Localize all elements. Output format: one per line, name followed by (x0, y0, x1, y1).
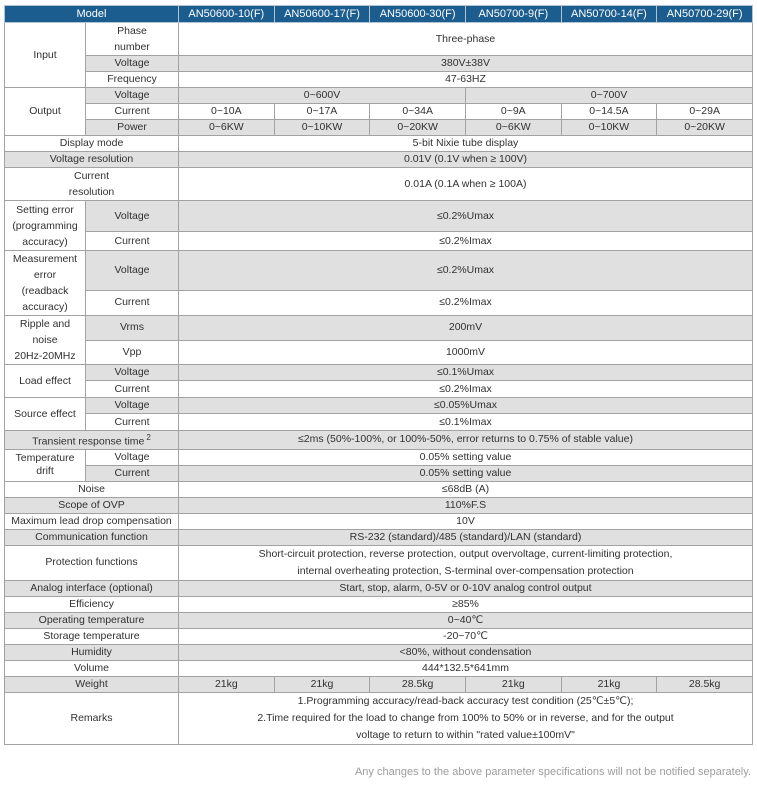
row-setting-error-voltage (5, 201, 753, 232)
row-output-current (5, 104, 753, 120)
row-humidity (5, 644, 753, 660)
model-column-header: AN50700-29(F) (657, 6, 753, 23)
row-efficiency (5, 596, 753, 612)
value-output-power: 0~10KW (561, 120, 657, 136)
row-label-display-mode: Display mode (5, 136, 179, 152)
value-measurement-voltage: ≤0.2%Umax (179, 251, 753, 291)
row-group-label-setting-error (5, 201, 86, 251)
row-label-load-voltage: Voltage (86, 365, 179, 381)
row-label-current-resolution (5, 168, 179, 201)
value-volume: 444*132.5*641mm (179, 660, 753, 676)
value-load-current: ≤0.2%Imax (179, 381, 753, 398)
row-volume (5, 660, 753, 676)
value-output-current: 0~14.5A (561, 104, 657, 120)
row-label-lead-drop: Maximum lead drop compensation (5, 513, 179, 529)
row-voltage-resolution (5, 152, 753, 168)
model-column-header: AN50600-30(F) (370, 6, 466, 23)
row-measurement-error-voltage (5, 251, 753, 291)
value-output-current: 0~29A (657, 104, 753, 120)
row-display-mode (5, 136, 753, 152)
value-protection (179, 545, 753, 580)
row-label-vrms: Vrms (86, 316, 179, 341)
row-label-operating-temp: Operating temperature (5, 612, 179, 628)
value-current-resolution: 0.01A (0.1A when ≥ 100A) (179, 168, 753, 201)
spec-table (4, 5, 753, 745)
footnote-marker: 2 (146, 433, 151, 442)
row-output-voltage (5, 88, 753, 104)
row-input-voltage (5, 56, 753, 72)
value-storage-temp: -20~70℃ (179, 628, 753, 644)
value-phase-number: Three-phase (179, 23, 753, 56)
row-label-source-voltage: Voltage (86, 398, 179, 414)
value-output-current: 0~9A (465, 104, 561, 120)
row-remarks (5, 692, 753, 744)
row-label-text: Transient response time (32, 435, 145, 448)
row-label-vpp: Vpp (86, 340, 179, 365)
row-communication (5, 529, 753, 545)
model-column-header: AN50600-10(F) (179, 6, 275, 23)
row-analog-interface (5, 580, 753, 596)
row-label-setting-voltage: Voltage (86, 201, 179, 232)
row-label-output-voltage: Voltage (86, 88, 179, 104)
value-drift-current: 0.05% setting value (179, 465, 753, 481)
value-input-voltage: 380V±38V (179, 56, 753, 72)
row-ripple-vrms (5, 316, 753, 341)
row-label-analog: Analog interface (optional) (5, 580, 179, 596)
value-weight: 28.5kg (657, 676, 753, 692)
row-operating-temperature (5, 612, 753, 628)
value-weight: 21kg (561, 676, 657, 692)
row-label-ovp: Scope of OVP (5, 497, 179, 513)
row-group-label-ripple-noise (5, 316, 86, 365)
row-label-line: accuracy) (22, 235, 68, 248)
row-measurement-error-current (5, 290, 753, 316)
row-label-transient (5, 431, 179, 450)
value-setting-voltage: ≤0.2%Umax (179, 201, 753, 232)
row-lead-drop (5, 513, 753, 529)
row-label-weight: Weight (5, 676, 179, 692)
value-display-mode: 5-bit Nixie tube display (179, 136, 753, 152)
remark-line: 1.Programming accuracy/read-back accuracy test condition (25℃±5℃); (297, 694, 634, 707)
row-input-phase (5, 23, 753, 56)
value-weight: 21kg (274, 676, 370, 692)
row-setting-error-current (5, 232, 753, 251)
row-ripple-vpp (5, 340, 753, 365)
row-transient-response (5, 431, 753, 450)
row-label-output-power: Power (86, 120, 179, 136)
value-line: Short-circuit protection, reverse protection, output overvoltage, current-limiting protection, (258, 547, 673, 560)
row-temp-drift-current (5, 465, 753, 481)
row-label-drift-current: Current (86, 465, 179, 481)
row-label-communication: Communication function (5, 529, 179, 545)
row-label-line: Current (73, 170, 109, 182)
value-output-current: 0~17A (274, 104, 370, 120)
model-header-label: Model (5, 6, 179, 23)
table-header-row (5, 6, 753, 23)
row-source-effect-voltage (5, 398, 753, 414)
row-label-line: Setting error (16, 203, 74, 216)
value-output-voltage-700: 0~700V (465, 88, 752, 104)
value-voltage-resolution: 0.01V (0.1V when ≥ 100V) (179, 152, 753, 168)
value-communication: RS-232 (standard)/485 (standard)/LAN (standard) (179, 529, 753, 545)
value-noise: ≤68dB (A) (179, 481, 753, 497)
value-output-voltage-600: 0~600V (179, 88, 466, 104)
row-protection (5, 545, 753, 580)
value-output-power: 0~10KW (274, 120, 370, 136)
disclaimer-note: Any changes to the above parameter specifications will not be notified separately. (354, 766, 751, 778)
row-label-remarks: Remarks (5, 692, 179, 744)
value-vrms: 200mV (179, 316, 753, 341)
value-ovp: 110%F.S (179, 497, 753, 513)
row-label-voltage-resolution: Voltage resolution (5, 152, 179, 168)
row-label-source-current: Current (86, 414, 179, 431)
value-load-voltage: ≤0.1%Umax (179, 365, 753, 381)
row-source-effect-current (5, 414, 753, 431)
value-humidity: <80%, without condensation (179, 644, 753, 660)
value-input-frequency: 47-63HZ (179, 72, 753, 88)
row-group-label-measurement-error (5, 251, 86, 316)
row-label-drift-voltage: Voltage (86, 449, 179, 465)
row-ovp (5, 497, 753, 513)
value-operating-temp: 0~40℃ (179, 612, 753, 628)
row-temp-drift-voltage (5, 449, 753, 465)
row-label-line: (readback (21, 285, 69, 297)
row-group-label-output: Output (5, 88, 86, 136)
value-vpp: 1000mV (179, 340, 753, 365)
value-setting-current: ≤0.2%Imax (179, 232, 753, 251)
row-label-line: Phase (117, 25, 147, 37)
row-label-phase-number (86, 23, 179, 56)
value-weight: 21kg (465, 676, 561, 692)
value-output-current: 0~10A (179, 104, 275, 120)
value-line: internal overheating protection, S-terminal over-compensation protection (297, 564, 634, 577)
value-output-power: 0~20KW (657, 120, 753, 136)
row-load-effect-voltage (5, 365, 753, 381)
row-label-protection: Protection functions (5, 545, 179, 580)
row-weight (5, 676, 753, 692)
row-label-storage-temp: Storage temperature (5, 628, 179, 644)
row-group-label-load-effect: Load effect (5, 365, 86, 398)
value-efficiency: ≥85% (179, 596, 753, 612)
row-label-line: (programming (12, 219, 78, 232)
value-source-current: ≤0.1%Imax (179, 414, 753, 431)
row-label-line: 20Hz-20MHz (14, 350, 76, 362)
row-label-volume: Volume (5, 660, 179, 676)
remark-line: 2.Time required for the load to change from 100% to 50% or in reverse, and for the output (257, 711, 674, 724)
row-label-input-voltage: Voltage (86, 56, 179, 72)
row-label-efficiency: Efficiency (5, 596, 179, 612)
remark-line: voltage to return to within "rated value±100mV" (356, 728, 575, 741)
row-group-label-source-effect: Source effect (5, 398, 86, 431)
row-label-load-current: Current (86, 381, 179, 398)
value-weight: 21kg (179, 676, 275, 692)
row-label-line: Ripple and noise (19, 318, 71, 346)
value-transient: ≤2ms (50%-100%, or 100%-50%, error returns to 0.75% of stable value) (179, 431, 753, 450)
value-remarks (179, 692, 753, 744)
value-output-power: 0~6KW (465, 120, 561, 136)
value-source-voltage: ≤0.05%Umax (179, 398, 753, 414)
row-label-measurement-current: Current (86, 290, 179, 316)
value-output-current: 0~34A (370, 104, 466, 120)
row-group-label-input: Input (5, 23, 86, 88)
row-label-line: resolution (68, 186, 115, 198)
model-column-header: AN50700-9(F) (465, 6, 561, 23)
row-label-line: accuracy) (22, 301, 68, 313)
value-analog: Start, stop, alarm, 0-5V or 0-10V analog control output (179, 580, 753, 596)
value-output-power: 0~6KW (179, 120, 275, 136)
row-input-frequency (5, 72, 753, 88)
row-label-measurement-voltage: Voltage (86, 251, 179, 291)
value-drift-voltage: 0.05% setting value (179, 449, 753, 465)
row-label-noise: Noise (5, 481, 179, 497)
row-label-line: Measurement error (12, 253, 78, 281)
row-label-humidity: Humidity (5, 644, 179, 660)
row-output-power (5, 120, 753, 136)
model-column-header: AN50700-14(F) (561, 6, 657, 23)
value-measurement-current: ≤0.2%Imax (179, 290, 753, 316)
row-label-input-frequency: Frequency (86, 72, 179, 88)
row-group-label-temperature-drift: Temperature drift (5, 449, 86, 481)
value-output-power: 0~20KW (370, 120, 466, 136)
value-weight: 28.5kg (370, 676, 466, 692)
row-label-output-current: Current (86, 104, 179, 120)
model-column-header: AN50600-17(F) (274, 6, 370, 23)
row-noise (5, 481, 753, 497)
row-current-resolution (5, 168, 753, 201)
row-load-effect-current (5, 381, 753, 398)
row-label-line: number (114, 41, 150, 53)
row-storage-temperature (5, 628, 753, 644)
value-lead-drop: 10V (179, 513, 753, 529)
row-label-setting-current: Current (86, 232, 179, 251)
